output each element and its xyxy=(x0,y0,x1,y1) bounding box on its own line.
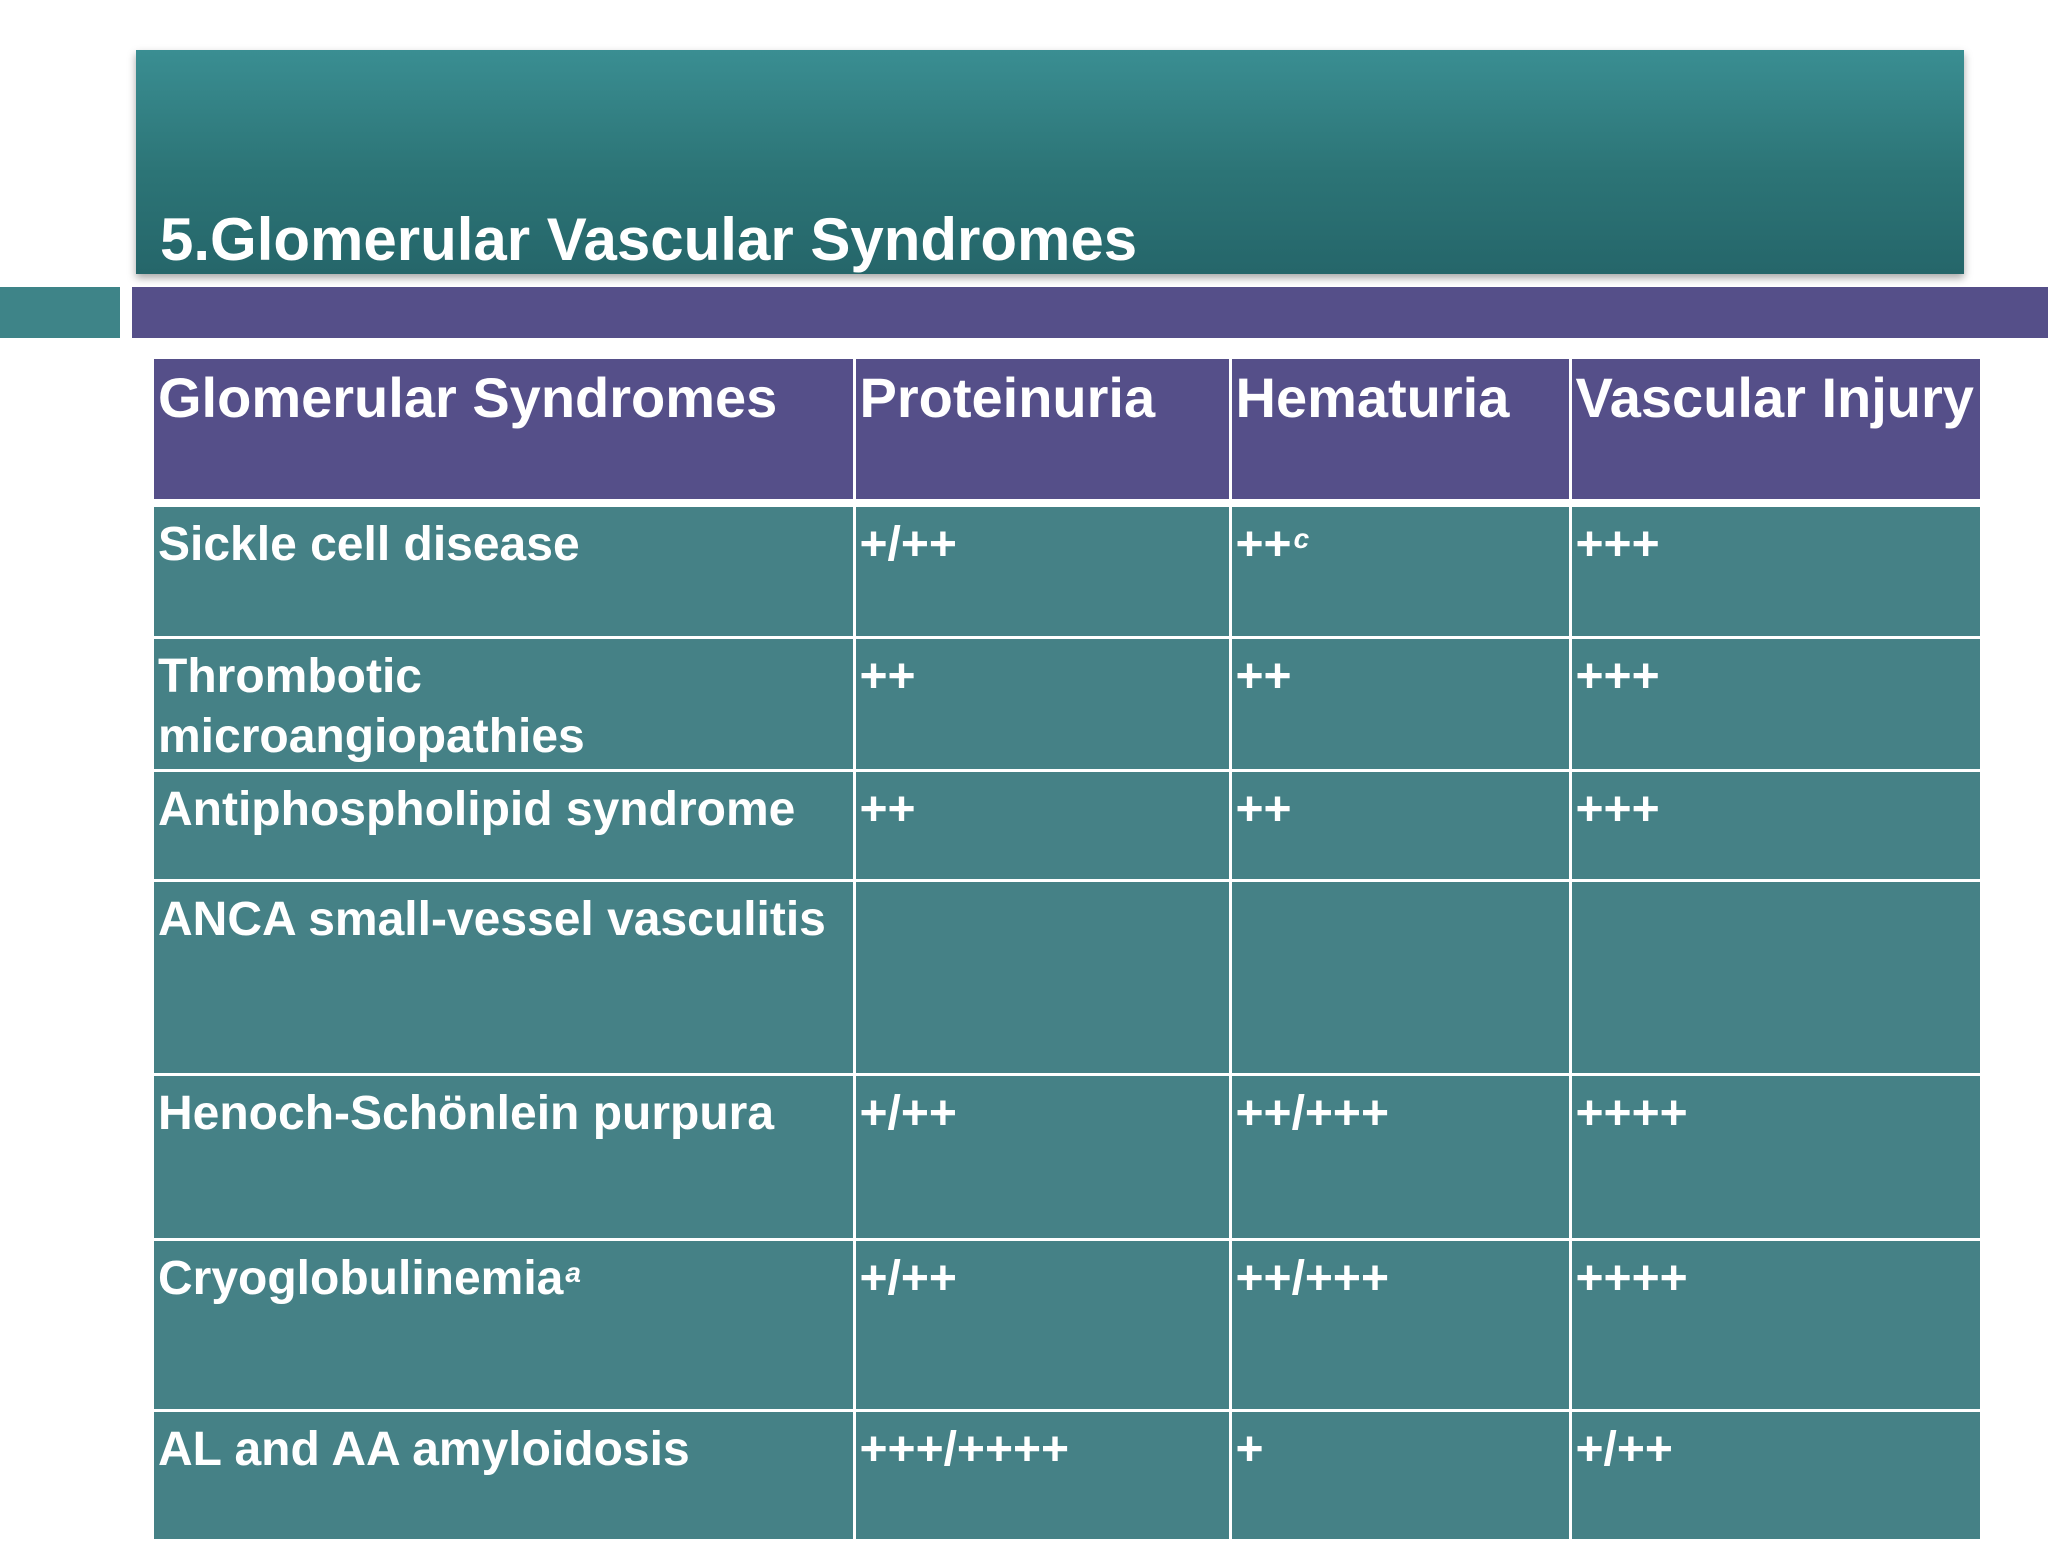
vascular-injury-cell: ++++ xyxy=(1570,1074,1980,1239)
syndrome-cell xyxy=(154,637,854,770)
header-glomerular-syndromes: Glomerular Syndromes xyxy=(154,359,854,503)
hematuria-value: ++ xyxy=(1235,649,1292,703)
table-row xyxy=(154,637,1980,770)
syndrome-name: Antiphospholipid syndrome xyxy=(158,782,796,836)
vascular-injury-cell: +++ xyxy=(1570,770,1980,880)
hematuria-cell xyxy=(1230,1074,1570,1239)
header-hematuria: Hematuria xyxy=(1230,359,1570,503)
syndrome-cell xyxy=(154,1410,854,1540)
table-row xyxy=(154,1239,1980,1410)
hematuria-value: + xyxy=(1235,1422,1264,1476)
hematuria-footnote: c xyxy=(1293,523,1310,554)
syndrome-name: Henoch-Schönlein purpura xyxy=(158,1086,775,1140)
syndrome-footnote: a xyxy=(565,1256,581,1288)
hematuria-cell xyxy=(1230,1410,1570,1540)
proteinuria-cell: +++/++++ xyxy=(854,1410,1230,1540)
table-header-row xyxy=(154,359,1980,503)
hematuria-value: ++ xyxy=(1235,518,1292,571)
syndrome-name: Cryoglobulinemia xyxy=(158,1251,564,1305)
proteinuria-cell xyxy=(854,880,1230,1074)
syndrome-name: AL and AA amyloidosis xyxy=(158,1422,690,1476)
vascular-injury-cell: +/++ xyxy=(1570,1410,1980,1540)
vascular-injury-cell xyxy=(1570,880,1980,1074)
hematuria-value: ++ xyxy=(1235,782,1292,836)
hematuria-value: ++/+++ xyxy=(1235,1251,1389,1305)
table-row xyxy=(154,1074,1980,1239)
accent-bar-left xyxy=(0,287,120,338)
syndrome-cell xyxy=(154,503,854,637)
proteinuria-cell: ++ xyxy=(854,770,1230,880)
header-vascular-injury: Vascular Injury xyxy=(1570,359,1980,503)
proteinuria-cell: +/++ xyxy=(854,1074,1230,1239)
table-row xyxy=(154,880,1980,1074)
vascular-injury-cell: +++ xyxy=(1570,637,1980,770)
table-row xyxy=(154,770,1980,880)
syndrome-cell xyxy=(154,1239,854,1410)
syndrome-name: Thrombotic microangiopathies xyxy=(158,649,585,763)
vascular-injury-cell: ++++ xyxy=(1570,1239,1980,1410)
syndrome-cell xyxy=(154,770,854,880)
proteinuria-cell: +/++ xyxy=(854,503,1230,637)
hematuria-cell xyxy=(1230,1239,1570,1410)
syndromes-table xyxy=(154,359,1980,1542)
hematuria-cell xyxy=(1230,503,1570,637)
hematuria-cell xyxy=(1230,880,1570,1074)
table-row xyxy=(154,503,1980,637)
table-row xyxy=(154,1410,1980,1540)
proteinuria-cell: +/++ xyxy=(854,1239,1230,1410)
syndrome-cell xyxy=(154,880,854,1074)
accent-bar-right xyxy=(132,287,2048,338)
hematuria-cell xyxy=(1230,637,1570,770)
syndrome-cell xyxy=(154,1074,854,1239)
syndrome-name: ANCA small-vessel vasculitis xyxy=(158,892,826,946)
slide-title: 5.Glomerular Vascular Syndromes xyxy=(160,206,1138,273)
vascular-injury-cell: +++ xyxy=(1570,503,1980,637)
hematuria-cell xyxy=(1230,770,1570,880)
header-proteinuria: Proteinuria xyxy=(854,359,1230,503)
hematuria-value: ++/+++ xyxy=(1235,1086,1389,1140)
proteinuria-cell: ++ xyxy=(854,637,1230,770)
syndrome-name: Sickle cell disease xyxy=(158,518,580,571)
